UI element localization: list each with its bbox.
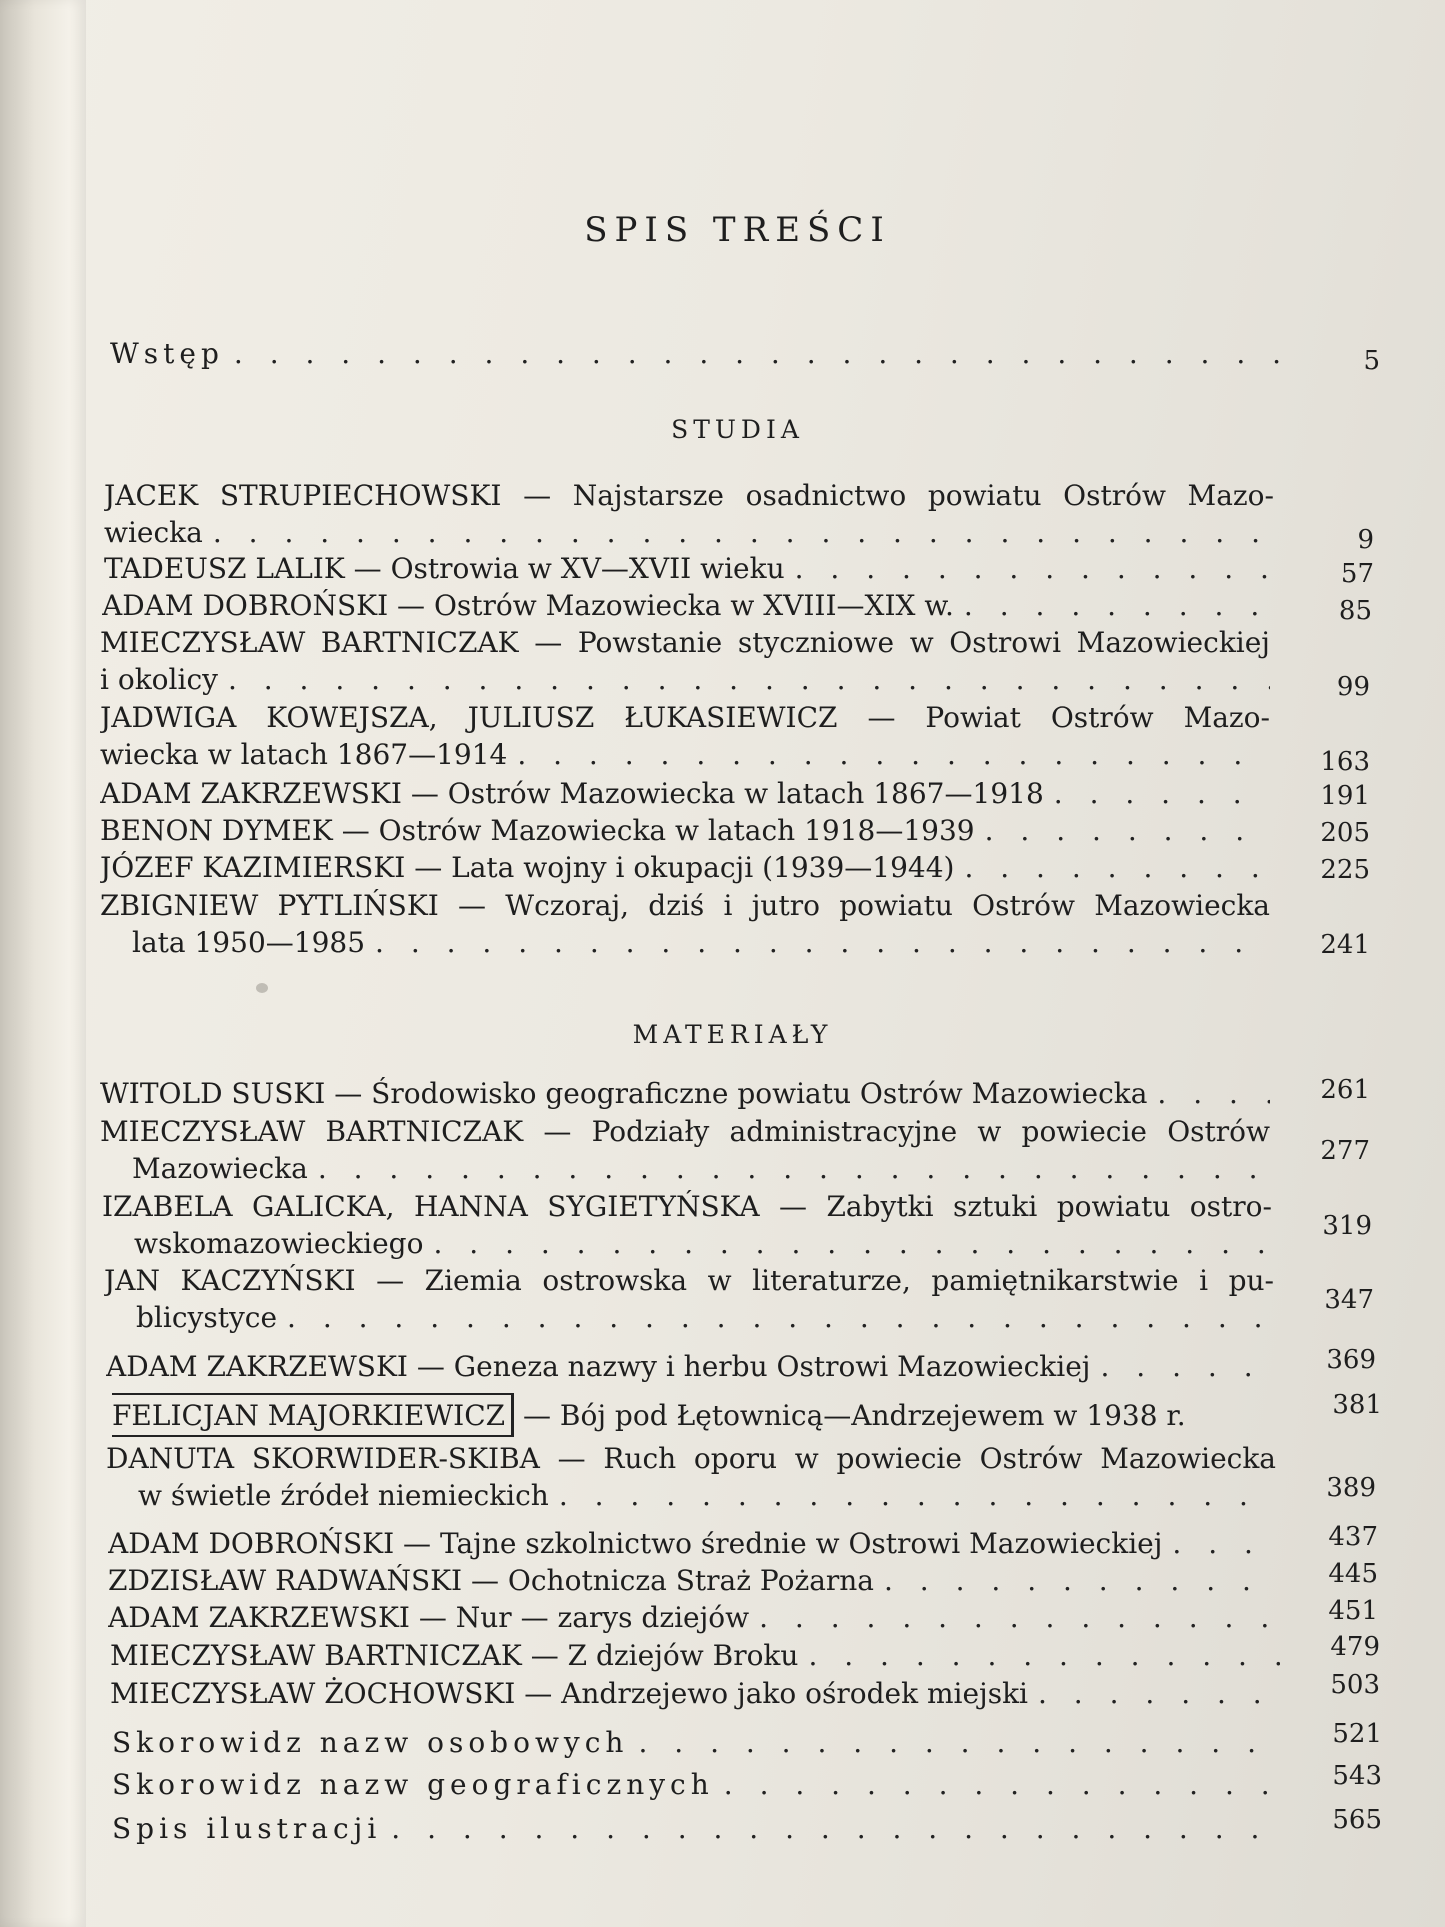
dot-leader [517, 736, 1270, 773]
entry-line: ADAM ZAKRZEWSKI — Nur — zarys dziejów [108, 1601, 750, 1634]
dot-leader [318, 1150, 1270, 1187]
page-title: SPIS TREŚCI [584, 210, 891, 250]
page-number: 521 [1332, 1719, 1382, 1749]
page-number: 479 [1330, 1632, 1380, 1662]
dot-leader [287, 1299, 1274, 1336]
toc-entry-index [112, 1719, 1382, 1761]
entry-line: Mazowiecka [132, 1152, 308, 1185]
entry-line: TADEUSZ LALIK — Ostrowia w XV—XVII wieku [104, 552, 785, 585]
entry-line: MIECZYSŁAW ŻOCHOWSKI — Andrzejewo jako ośrodek miejski [110, 1677, 1028, 1710]
entry-line: DANUTA SKORWIDER-SKIBA — Ruch oporu w powiecie Ostrów Mazowiecka [106, 1442, 1276, 1475]
boxed-author: FELICJAN MAJORKIEWICZ [112, 1393, 514, 1437]
dot-leader [1157, 1075, 1270, 1112]
dot-leader [559, 1477, 1276, 1514]
entry-line: JADWIGA KOWEJSZA, JULIUSZ ŁUKASIEWICZ — Powiat Ostrów Mazo- [100, 701, 1270, 734]
section-heading-materialy: MATERIAŁY [632, 1020, 833, 1049]
page-number: 99 [1336, 672, 1370, 702]
dot-leader [433, 1225, 1272, 1262]
toc-entry [104, 550, 1374, 587]
toc-entry [108, 1596, 1378, 1636]
page-number: 543 [1332, 1761, 1382, 1791]
page-number: 163 [1320, 747, 1370, 777]
page-number: 9 [1357, 525, 1374, 555]
entry-line: ADAM DOBROŃSKI — Ostrów Mazowiecka w XVIII—XIX w. [102, 589, 954, 622]
entry-line: JAN KACZYŃSKI — Ziemia ostrowska w literaturze, pamiętnikarstwie i pu- [104, 1264, 1274, 1297]
toc-entry [102, 587, 1372, 624]
toc-entry [110, 1632, 1380, 1674]
page-number: 261 [1320, 1075, 1370, 1105]
page-number: 205 [1320, 818, 1370, 848]
toc-entry [100, 1113, 1370, 1187]
toc-entry [106, 1440, 1376, 1514]
entry-line: Skorowidz nazw osobowych [112, 1726, 629, 1759]
section-heading-studia: STUDIA [671, 415, 804, 444]
entry-line: Spis ilustracji [112, 1812, 382, 1845]
page-number: 191 [1320, 781, 1370, 811]
dot-leader [759, 1599, 1278, 1636]
dot-leader [884, 1562, 1278, 1599]
entry-line: ADAM DOBROŃSKI — Tajne szkolnictwo średnie w Ostrowi Mazowieckiej [108, 1527, 1163, 1560]
toc-entry [100, 849, 1370, 886]
toc-entry [106, 1345, 1376, 1385]
entry-line: lata 1950—1985 [132, 926, 366, 959]
dot-leader [1172, 1525, 1278, 1562]
toc-entry-intro [110, 335, 1380, 376]
page-number: 5 [1363, 346, 1380, 376]
book-spine-shadow [0, 0, 86, 1927]
entry-line: ADAM ZAKRZEWSKI — Geneza nazwy i herbu Ostrowi Mazowieckiej [106, 1350, 1091, 1383]
toc-entry [108, 1559, 1378, 1599]
toc-entry [100, 775, 1370, 812]
dot-leader [1038, 1675, 1280, 1712]
entry-line: JACEK STRUPIECHOWSKI — Najstarsze osadnictwo powiatu Ostrów Mazo- [104, 479, 1274, 512]
page-number: 241 [1320, 930, 1370, 960]
toc-entry-boxed [112, 1390, 1382, 1437]
entry-line: wiecka w latach 1867—1914 [100, 738, 508, 771]
toc-entry [100, 1075, 1370, 1112]
page-number: 565 [1332, 1805, 1382, 1835]
page-number: 381 [1332, 1390, 1382, 1420]
dot-leader [1054, 775, 1270, 812]
page-number: 225 [1320, 855, 1370, 885]
toc-entry [100, 812, 1370, 849]
dot-leader [375, 924, 1270, 961]
dot-leader [964, 849, 1270, 886]
entry-line: — Bój pod Łętownicą—Andrzejewem w 1938 r. [523, 1399, 1186, 1432]
page-number: 389 [1326, 1473, 1376, 1503]
page-number: 319 [1322, 1211, 1372, 1241]
dot-leader [391, 1810, 1282, 1847]
toc-entry [104, 1262, 1374, 1336]
page-number: 347 [1324, 1285, 1374, 1315]
dot-leader [228, 661, 1270, 698]
page-number: 503 [1330, 1670, 1380, 1700]
dot-leader [213, 514, 1274, 551]
toc-entry [102, 1188, 1372, 1262]
page-number: 277 [1320, 1136, 1370, 1166]
entry-line: MIECZYSŁAW BARTNICZAK — Powstanie styczniowe w Ostrowi Mazowieckiej [100, 626, 1270, 659]
entry-line: MIECZYSŁAW BARTNICZAK — Z dziejów Broku [110, 1639, 799, 1672]
dot-leader [1100, 1348, 1276, 1385]
page-number: 57 [1340, 559, 1374, 589]
entry-line: wskomazowieckiego [134, 1227, 424, 1260]
entry-line: ADAM ZAKRZEWSKI — Ostrów Mazowiecka w latach 1867—1918 [100, 777, 1044, 810]
toc-entry [104, 477, 1374, 555]
entry-line: JÓZEF KAZIMIERSKI — Lata wojny i okupacji (1939—1944) [100, 851, 955, 884]
toc-entry [100, 624, 1370, 702]
entry-line: MIECZYSŁAW BARTNICZAK — Podziały administracyjne w powiecie Ostrów [100, 1115, 1270, 1148]
toc-entry-index [112, 1761, 1382, 1803]
page-number: 437 [1328, 1522, 1378, 1552]
page-number: 85 [1338, 596, 1372, 626]
toc-entry-index [112, 1805, 1382, 1847]
dot-leader [234, 335, 1280, 372]
entry-line: ZDZISŁAW RADWAŃSKI — Ochotnicza Straż Pożarna [108, 1564, 874, 1597]
entry-line: IZABELA GALICKA, HANNA SYGIETYŃSKA — Zabytki sztuki powiatu ostro- [102, 1190, 1272, 1223]
entry-text: Wstęp [110, 337, 224, 370]
entry-line: w świetle źródeł niemieckich [138, 1479, 549, 1512]
toc-entry [110, 1670, 1380, 1712]
entry-line: blicystyce [136, 1301, 278, 1334]
dot-leader [795, 550, 1274, 587]
page-number: 451 [1328, 1596, 1378, 1626]
dot-leader [724, 1766, 1282, 1803]
ink-smudge [256, 983, 268, 993]
entry-line: BENON DYMEK — Ostrów Mazowiecka w latach 1918—1939 [100, 814, 975, 847]
dot-leader [964, 587, 1272, 624]
page-number: 369 [1326, 1345, 1376, 1375]
entry-line: wiecka [104, 516, 203, 549]
dot-leader [638, 1724, 1282, 1761]
toc-entry [100, 699, 1370, 777]
page-number: 445 [1328, 1559, 1378, 1589]
dot-leader [808, 1637, 1280, 1674]
entry-line: Skorowidz nazw geograficznych [112, 1768, 714, 1801]
toc-entry [100, 887, 1370, 961]
toc-entry [108, 1522, 1378, 1562]
entry-line: ZBIGNIEW PYTLIŃSKI — Wczoraj, dziś i jutro powiatu Ostrów Mazowiecka [100, 889, 1270, 922]
entry-line: i okolicy [100, 663, 218, 696]
dot-leader [985, 812, 1270, 849]
entry-line: WITOLD SUSKI — Środowisko geograficzne powiatu Ostrów Mazowiecka [100, 1077, 1148, 1110]
